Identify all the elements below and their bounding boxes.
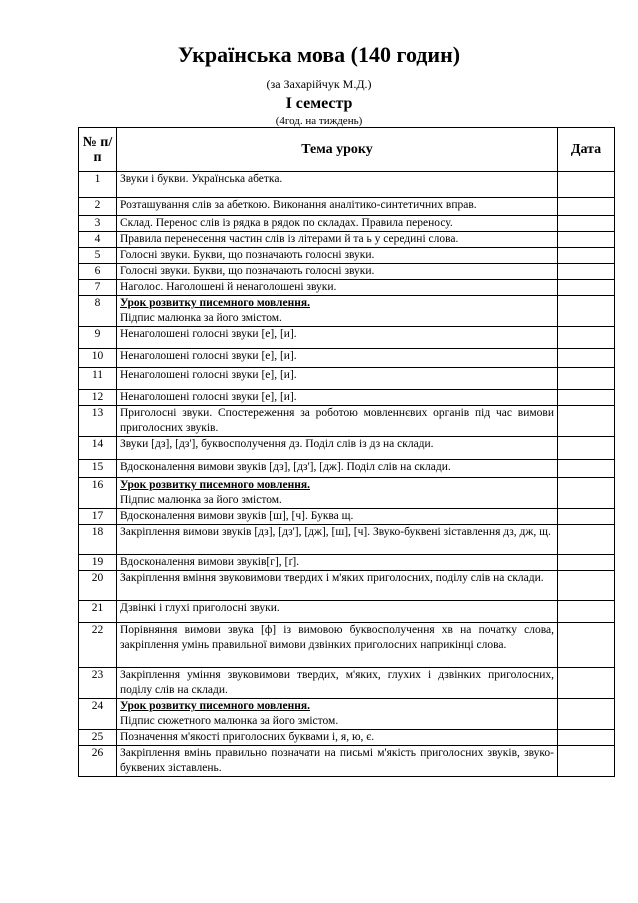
- lesson-topic: Розташування слів за абеткою. Виконання аналітико-синтетичних вправ.: [117, 198, 558, 216]
- lesson-date-cell[interactable]: [558, 730, 615, 746]
- table-row: [79, 172, 615, 198]
- table-row: [79, 746, 615, 777]
- lesson-plan-table: [78, 127, 615, 777]
- lesson-number: 14: [79, 437, 117, 460]
- column-header-date: Дата: [558, 128, 615, 172]
- lesson-number: 7: [79, 280, 117, 296]
- lesson-date-cell[interactable]: [558, 327, 615, 349]
- lesson-number: 15: [79, 460, 117, 478]
- lesson-type-heading: Урок розвитку писемного мовлення.: [120, 297, 310, 309]
- table-header-row: [79, 128, 615, 172]
- lesson-topic: Наголос. Наголошені й ненаголошені звуки.: [117, 280, 558, 296]
- lesson-topic: Звуки і букви. Українська абетка.: [117, 172, 558, 198]
- hours-note: (4год. на тиждень): [275, 115, 363, 127]
- lesson-topic: Закріплення уміння звуковимови твердих, м'яких, глухих і дзвінких приголосних, поділу слів на склади.: [117, 668, 558, 699]
- table-row: [79, 460, 615, 478]
- lesson-date-cell[interactable]: [558, 601, 615, 623]
- lesson-number: 23: [79, 668, 117, 699]
- table-row: [79, 327, 615, 349]
- lesson-number: 8: [79, 296, 117, 327]
- lesson-date-cell[interactable]: [558, 390, 615, 406]
- table-row: [79, 280, 615, 296]
- lesson-topic: Закріплення вміння звуковимови твердих і м'яких приголосних, поділу слів на склади.: [117, 571, 558, 601]
- lesson-number: 3: [79, 216, 117, 232]
- lesson-topic-text: Підпис малюнка за його змістом.: [120, 312, 282, 324]
- lesson-date-cell[interactable]: [558, 264, 615, 280]
- lesson-date-cell[interactable]: [558, 172, 615, 198]
- lesson-date-cell[interactable]: [558, 406, 615, 437]
- table-row: [79, 437, 615, 460]
- lesson-number: 17: [79, 509, 117, 525]
- lesson-topic: Ненаголошені голосні звуки [е], [и].: [117, 327, 558, 349]
- semester-heading: І семестр: [285, 95, 353, 112]
- table-row: [79, 571, 615, 601]
- lesson-topic: Вдосконалення вимови звуків [дз], [дз'], [дж]. Поділ слів на склади.: [117, 460, 558, 478]
- lesson-date-cell[interactable]: [558, 437, 615, 460]
- lesson-topic: Закріплення вимови звуків [дз], [дз'], [дж], [ш], [ч]. Звуко-буквені зіставлення дз, дж, щ.: [117, 525, 558, 555]
- lesson-date-cell[interactable]: [558, 478, 615, 509]
- lesson-type-heading: Урок розвитку писемного мовлення.: [120, 479, 310, 491]
- table-row: [79, 478, 615, 509]
- lesson-date-cell[interactable]: [558, 349, 615, 368]
- lesson-number: 6: [79, 264, 117, 280]
- lesson-date-cell[interactable]: [558, 699, 615, 730]
- lesson-topic-text: Підпис сюжетного малюнка за його змістом.: [120, 715, 339, 727]
- lesson-topic: Ненаголошені голосні звуки [е], [и].: [117, 368, 558, 390]
- lesson-topic: [117, 478, 558, 509]
- lesson-number: 21: [79, 601, 117, 623]
- lesson-number: 4: [79, 232, 117, 248]
- lesson-topic: Дзвінкі і глухі приголосні звуки.: [117, 601, 558, 623]
- table-row: [79, 509, 615, 525]
- lesson-topic: Голосні звуки. Букви, що позначають голосні звуки.: [117, 264, 558, 280]
- table-row: [79, 730, 615, 746]
- lesson-topic: Ненаголошені голосні звуки [е], [и].: [117, 349, 558, 368]
- table-row: [79, 368, 615, 390]
- lesson-topic-text: Підпис малюнка за його змістом.: [120, 494, 282, 506]
- lesson-topic: Закріплення вмінь правильно позначати на письмі м'якість приголосних звуків, звуко-буквених зіставлень.: [117, 746, 558, 777]
- table-row: [79, 248, 615, 264]
- lesson-number: 11: [79, 368, 117, 390]
- lesson-date-cell[interactable]: [558, 509, 615, 525]
- lesson-date-cell[interactable]: [558, 623, 615, 668]
- lesson-number: 1: [79, 172, 117, 198]
- lesson-number: 13: [79, 406, 117, 437]
- lesson-number: 5: [79, 248, 117, 264]
- table-row: [79, 406, 615, 437]
- lesson-topic: Ненаголошені голосні звуки [е], [и].: [117, 390, 558, 406]
- lesson-topic: [117, 296, 558, 327]
- lesson-date-cell[interactable]: [558, 296, 615, 327]
- table-row: [79, 232, 615, 248]
- lesson-topic: Порівняння вимови звука [ф] із вимовою буквосполучення хв на початку слова, закріплення умінь правильної вимови дзвінких приголосних наприкінці слова.: [117, 623, 558, 668]
- lesson-date-cell[interactable]: [558, 460, 615, 478]
- table-row: [79, 555, 615, 571]
- lesson-number: 2: [79, 198, 117, 216]
- lesson-date-cell[interactable]: [558, 280, 615, 296]
- column-header-number: № п/п: [79, 128, 117, 172]
- lesson-topic: Правила перенесення частин слів із літерами й та ь у середині слова.: [117, 232, 558, 248]
- table-row: [79, 390, 615, 406]
- table-row: [79, 601, 615, 623]
- lesson-topic: Склад. Перенос слів із рядка в рядок по складах. Правила переносу.: [117, 216, 558, 232]
- lesson-number: 12: [79, 390, 117, 406]
- lesson-topic: Позначення м'якості приголосних буквами і, я, ю, є.: [117, 730, 558, 746]
- lesson-date-cell[interactable]: [558, 368, 615, 390]
- table-row: [79, 623, 615, 668]
- lesson-number: 25: [79, 730, 117, 746]
- lesson-number: 18: [79, 525, 117, 555]
- lesson-topic: Звуки [дз], [дз'], буквосполучення дз. Поділ слів із дз на склади.: [117, 437, 558, 460]
- lesson-topic: Голосні звуки. Букви, що позначають голосні звуки.: [117, 248, 558, 264]
- lesson-date-cell[interactable]: [558, 232, 615, 248]
- table-row: [79, 668, 615, 699]
- lesson-type-heading: Урок розвитку писемного мовлення.: [120, 700, 310, 712]
- lesson-date-cell[interactable]: [558, 216, 615, 232]
- lesson-topic: Приголосні звуки. Спостереження за роботою мовленнєвих органів під час вимови приголосних звуків.: [117, 406, 558, 437]
- lesson-topic: Вдосконалення вимови звуків[г], [ґ].: [117, 555, 558, 571]
- lesson-number: 19: [79, 555, 117, 571]
- lesson-number: 22: [79, 623, 117, 668]
- lesson-number: 26: [79, 746, 117, 777]
- lesson-date-cell[interactable]: [558, 571, 615, 601]
- lesson-number: 10: [79, 349, 117, 368]
- lesson-date-cell[interactable]: [558, 525, 615, 555]
- author-note: (за Захарійчук М.Д.): [266, 77, 372, 91]
- lesson-number: 20: [79, 571, 117, 601]
- page-title: Українська мова (140 годин): [177, 42, 461, 67]
- table-row: [79, 216, 615, 232]
- lesson-date-cell[interactable]: [558, 198, 615, 216]
- table-row: [79, 699, 615, 730]
- table-row: [79, 349, 615, 368]
- lesson-topic: Вдосконалення вимови звуків [ш], [ч]. Буква щ.: [117, 509, 558, 525]
- lesson-date-cell[interactable]: [558, 248, 615, 264]
- lesson-number: 16: [79, 478, 117, 509]
- table-row: [79, 296, 615, 327]
- column-header-topic: Тема уроку: [117, 128, 558, 172]
- lesson-number: 9: [79, 327, 117, 349]
- lesson-date-cell[interactable]: [558, 746, 615, 777]
- table-row: [79, 525, 615, 555]
- table-row: [79, 264, 615, 280]
- lesson-topic: [117, 699, 558, 730]
- lesson-number: 24: [79, 699, 117, 730]
- lesson-date-cell[interactable]: [558, 668, 615, 699]
- lesson-date-cell[interactable]: [558, 555, 615, 571]
- table-row: [79, 198, 615, 216]
